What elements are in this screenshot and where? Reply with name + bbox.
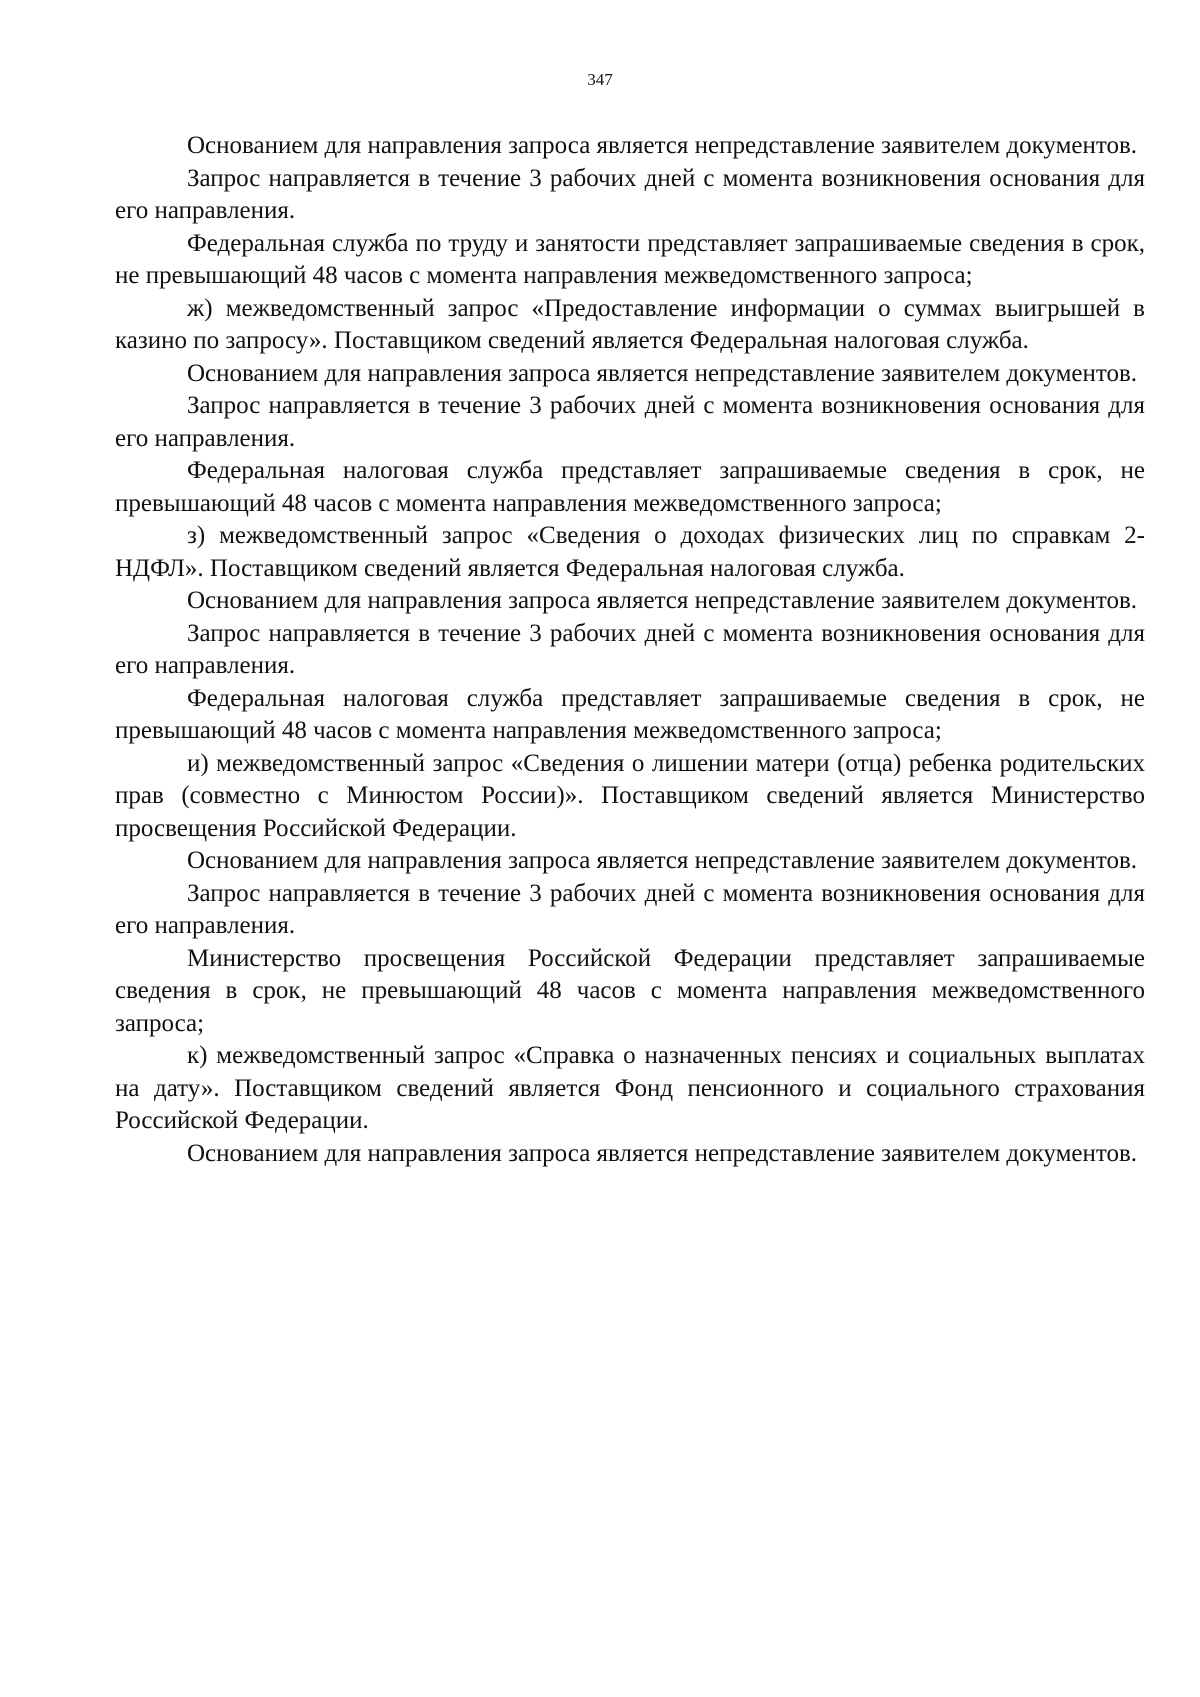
- paragraph: Федеральная налоговая служба представляет запрашиваемые сведения в срок, не превышающий 48 часов с момента направления межведомственного запроса;: [115, 684, 1145, 744]
- paragraph: Основанием для направления запроса является непредставление заявителем документов.: [187, 587, 1138, 614]
- paragraph: и) межведомственный запрос «Сведения о лишении матери (отца) ребенка родительских прав (совместно с Минюстом России)». Поставщиком сведений является Министерство просвещения Российской Федерации.: [115, 749, 1145, 842]
- paragraph: ж) межведомственный запрос «Предоставление информации о суммах выигрышей в казино по запросу». Поставщиком сведений является Федеральная налоговая служба.: [115, 294, 1145, 354]
- page-number: 347: [587, 70, 613, 89]
- paragraph: Основанием для направления запроса является непредставление заявителем документов.: [187, 847, 1138, 874]
- paragraph: з) межведомственный запрос «Сведения о доходах физических лиц по справкам 2-НДФЛ». Поставщиком сведений является Федеральная налоговая служба.: [115, 522, 1145, 582]
- paragraph: Основанием для направления запроса является непредставление заявителем документов.: [187, 132, 1138, 159]
- paragraph: Основанием для направления запроса является непредставление заявителем документов.: [187, 1139, 1138, 1167]
- paragraph: Запрос направляется в течение 3 рабочих дней с момента возникновения основания для его направления.: [115, 392, 1145, 452]
- paragraph: Федеральная налоговая служба представляет запрашиваемые сведения в срок, не превышающий 48 часов с момента направления межведомственного запроса;: [115, 457, 1145, 517]
- document-body: [115, 130, 1145, 1170]
- paragraph: Федеральная служба по труду и занятости представляет запрашиваемые сведения в срок, не превышающий 48 часов с момента направления межведомственного запроса;: [115, 229, 1145, 289]
- paragraph: Запрос направляется в течение 3 рабочих дней с момента возникновения основания для его направления.: [115, 619, 1145, 679]
- paragraph: Министерство просвещения Российской Федерации представляет запрашиваемые сведения в срок, не превышающий 48 часов с момента направления межведомственного запроса;: [115, 944, 1145, 1037]
- paragraph: Запрос направляется в течение 3 рабочих дней с момента возникновения основания для его направления.: [115, 879, 1145, 939]
- paragraph: к) межведомственный запрос «Справка о назначенных пенсиях и социальных выплатах на дату». Поставщиком сведений является Фонд пенсионного и социального страхования Российской Федерации.: [115, 1042, 1145, 1134]
- paragraph: Запрос направляется в течение 3 рабочих дней с момента возникновения основания для его направления.: [115, 164, 1145, 224]
- paragraph: Основанием для направления запроса является непредставление заявителем документов.: [187, 359, 1138, 387]
